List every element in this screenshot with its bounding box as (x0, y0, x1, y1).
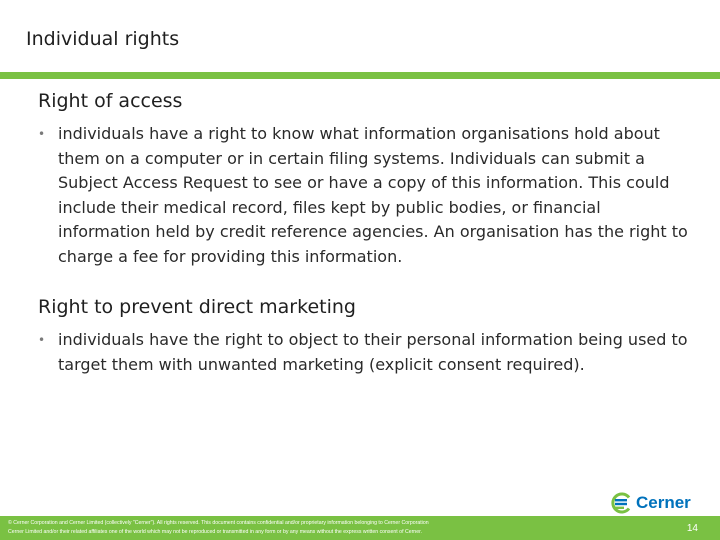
footer-line-2: Cerner Limited and/or their related affiliates one of the world which may not be reproduced or transmitted in any form or by any means without the express written consent of Cerner. (8, 529, 422, 535)
footer-line-1: © Cerner Corporation and Cerner Limited (collectively "Cerner"). All rights reserved. This document contains confidential and/or proprietary information belonging to Cerner Corporation (8, 520, 429, 526)
bullet-icon: • (38, 333, 46, 347)
bullet-text: individuals have a right to know what information organisations hold about them on a computer or in certain filing systems. Individuals can submit a Subject Access Request to see or have a copy of this information. This could include their medical record, files kept by public bodies, or financial information held by credit reference agencies. An organisation has the right to charge a fee for providing this information. (58, 124, 688, 266)
section-heading: Right of access (38, 90, 183, 112)
title-divider (0, 72, 720, 79)
bullet-text: individuals have the right to object to their personal information being used to target them with unwanted marketing (explicit consent required). (58, 330, 688, 374)
page-number: 14 (686, 523, 698, 534)
bullet-item (38, 122, 688, 269)
bullet-icon: • (38, 127, 46, 141)
slide-title: Individual rights (26, 28, 180, 50)
logo-wordmark: Cerner (636, 493, 691, 512)
cerner-logo-icon (610, 492, 632, 514)
section-right-to-prevent-marketing (38, 296, 688, 377)
bullet-item (38, 328, 688, 377)
section-right-of-access (38, 90, 688, 269)
section-heading: Right to prevent direct marketing (38, 296, 356, 318)
cerner-logo (610, 490, 705, 516)
footer-copyright (8, 519, 608, 537)
